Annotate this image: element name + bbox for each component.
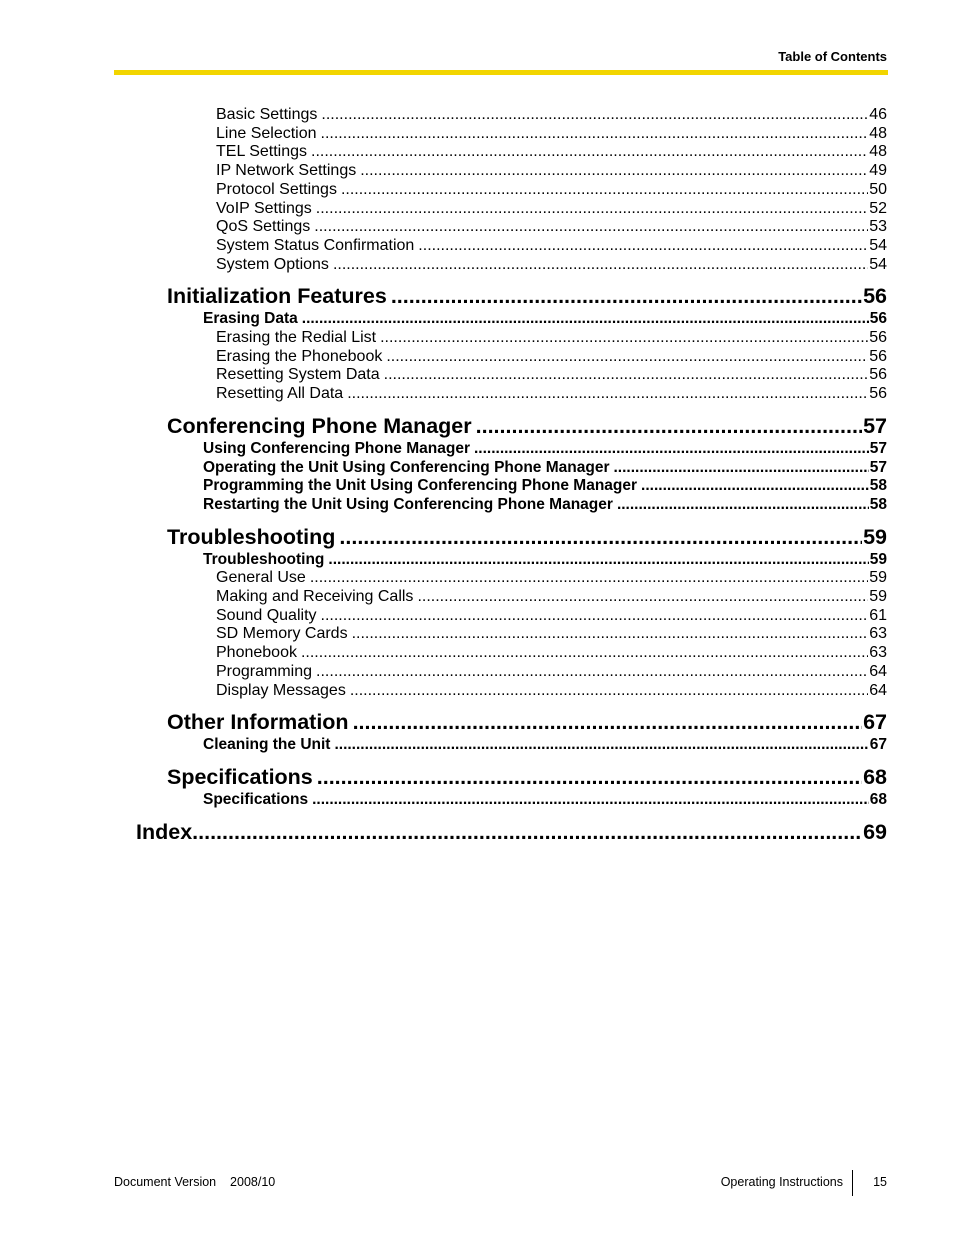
toc-leader-dots [302,309,869,328]
toc-entry-page: 59 [869,569,887,587]
toc-entry[interactable] [216,347,887,366]
toc-entry-page: 64 [869,681,887,699]
toc-leader-dots [380,328,868,347]
toc-entry[interactable] [203,790,887,809]
toc-entry[interactable] [216,365,887,384]
toc-leader-dots [310,568,868,587]
toc-entry[interactable] [203,476,887,495]
toc-leader-dots [316,199,868,218]
toc-entry-page: 56 [869,329,887,346]
toc-leader-dots [328,550,868,569]
toc-entry-title: Troubleshooting [203,550,325,568]
toc-entry-page: 56 [869,366,887,384]
footer-manual-type: Operating Instructions [720,1175,843,1189]
toc-entry-title: Troubleshooting [167,524,336,549]
toc-entry[interactable] [167,524,887,550]
toc-entry-title: Display Messages [216,681,346,699]
toc-leader-dots [617,495,869,514]
toc-leader-dots [360,161,868,180]
toc-entry[interactable] [216,384,887,403]
toc-entry[interactable] [167,413,887,439]
toc-leader-dots [321,105,868,124]
toc-entry-title: TEL Settings [216,143,308,161]
toc-entry-title: Basic Settings [216,106,318,123]
toc-entry-title: QoS Settings [216,218,311,236]
toc-entry-page: 46 [869,106,887,123]
toc-entry-page: 59 [869,550,887,568]
toc-entry[interactable] [216,606,887,625]
toc-leader-dots [321,606,869,625]
toc-leader-dots [192,819,862,845]
toc-entry-page: 49 [869,162,887,180]
toc-entry-page: 57 [863,413,887,438]
header-title: Table of Contents [778,49,887,64]
toc-entry-page: 48 [869,143,887,161]
toc-leader-dots [333,255,868,274]
toc-leader-dots [352,624,869,643]
toc-entry-title: Programming [216,662,313,680]
toc-entry-title: Specifications [167,764,313,789]
toc-entry-title: Erasing the Phonebook [216,347,383,365]
toc-entry-title: Line Selection [216,124,317,142]
toc-entry-title: SD Memory Cards [216,625,348,643]
toc-entry-title: Protocol Settings [216,180,337,198]
toc-entry-page: 59 [863,524,887,549]
toc-entry-page: 64 [869,662,887,680]
toc-leader-dots [350,681,868,700]
toc-leader-dots [311,142,868,161]
toc-leader-dots [347,384,868,403]
toc-entry-page: 56 [869,347,887,365]
document-version-label: Document Version [114,1175,217,1189]
toc-entry-title: Other Information [167,710,349,735]
toc-leader-dots [476,413,862,439]
toc-entry[interactable] [216,142,887,161]
toc-entry-page: 68 [869,790,887,808]
toc-entry-page: 48 [869,124,887,142]
toc-entry-page: 58 [869,477,887,495]
toc-entry-title: System Status Confirmation [216,236,415,254]
toc-entry[interactable] [216,643,887,662]
toc-entry[interactable] [203,550,887,569]
toc-leader-dots [341,180,868,199]
toc-leader-dots [613,458,868,477]
toc-entry-page: 63 [869,625,887,643]
toc-entry-page: 56 [863,284,887,309]
toc-entry-title: Making and Receiving Calls [216,588,414,605]
toc-entry[interactable] [216,662,887,681]
toc-entry-page: 54 [869,255,887,273]
toc-leader-dots [314,217,868,236]
toc-leader-dots [474,439,869,458]
toc-entry[interactable] [167,283,887,309]
toc-entry-title: Index [136,819,193,844]
toc-entry[interactable] [203,458,887,477]
toc-leader-dots [334,735,868,754]
toc-leader-dots [339,524,862,550]
document-version-value: 2008/10 [230,1175,276,1189]
toc-entry[interactable] [216,217,887,236]
toc-entry[interactable] [216,124,887,143]
footer-divider [852,1170,853,1196]
toc-leader-dots [316,662,868,681]
toc-entry-page: 61 [869,606,887,624]
toc-entry-page: 53 [869,218,887,236]
toc-entry-page: 58 [869,495,887,513]
toc-entry-page: 69 [863,819,887,844]
toc-entry-title: Specifications [203,790,309,808]
toc-entry[interactable] [216,587,887,606]
toc-entry-title: Erasing Data [203,310,298,328]
toc-entry[interactable] [216,255,887,274]
header-rule [114,70,888,75]
footer-page-number: 15 [873,1175,887,1189]
toc-entry[interactable] [203,439,887,458]
toc-leader-dots [391,283,862,309]
toc-entry[interactable] [167,764,887,790]
toc-entry[interactable] [216,681,887,700]
toc-entry[interactable] [203,309,887,328]
toc-leader-dots [312,790,869,809]
toc-entry-page: 63 [869,644,887,662]
toc-leader-dots [353,709,863,735]
toc-leader-dots [301,643,868,662]
toc-entry-title: IP Network Settings [216,162,357,180]
toc-entry-page: 57 [869,439,887,457]
toc-entry-title: Programming the Unit Using Conferencing Phone Manager [203,477,638,495]
toc-entry-page: 59 [869,588,887,605]
toc-entry-title: System Options [216,255,329,273]
toc-entry[interactable] [216,199,887,218]
toc-entry[interactable] [216,105,887,124]
toc-entry-page: 56 [869,385,887,403]
toc-leader-dots [384,365,869,384]
toc-entry[interactable] [216,328,887,347]
toc-entry-title: Using Conferencing Phone Manager [203,439,470,457]
toc-entry-title: VoIP Settings [216,199,312,217]
toc-leader-dots [386,347,868,366]
toc-entry-page: 56 [869,310,887,328]
toc-entry-page: 54 [869,236,887,254]
toc-entry[interactable] [203,735,887,754]
toc-entry[interactable] [216,161,887,180]
toc-leader-dots [418,236,868,255]
toc-leader-dots [321,124,869,143]
toc-entry-page: 68 [863,764,887,789]
toc-entry[interactable] [216,180,887,199]
toc-leader-dots [417,587,868,606]
toc-entry[interactable] [216,568,887,587]
toc-entry[interactable] [136,819,887,845]
toc-leader-dots [317,764,862,790]
toc-entry-title: Phonebook [216,644,297,662]
toc-entry-title: Restarting the Unit Using Conferencing Phone Manager [203,495,613,513]
toc-entry-page: 52 [869,199,887,217]
toc-entry[interactable] [216,236,887,255]
toc-entry-page: 50 [869,180,887,198]
toc-entry-title: Initialization Features [167,284,387,309]
toc-entry-page: 67 [869,736,887,754]
toc-entry-title: Conferencing Phone Manager [167,413,472,438]
toc-entry-page: 67 [863,710,887,735]
toc-entry-title: Erasing the Redial List [216,329,377,346]
toc-entry-page: 57 [869,458,887,476]
toc-entry-title: Sound Quality [216,606,317,624]
toc-entry[interactable] [203,495,887,514]
toc-entry-title: General Use [216,569,306,587]
toc-entry-title: Resetting All Data [216,385,344,403]
toc-entry-title: Cleaning the Unit [203,736,331,754]
toc-entry[interactable] [216,624,887,643]
toc-entry-title: Resetting System Data [216,366,380,384]
toc-entry[interactable] [167,709,887,735]
toc-leader-dots [641,476,869,495]
toc-entry-title: Operating the Unit Using Conferencing Phone Manager [203,458,610,476]
footer-document-version [114,1175,275,1189]
